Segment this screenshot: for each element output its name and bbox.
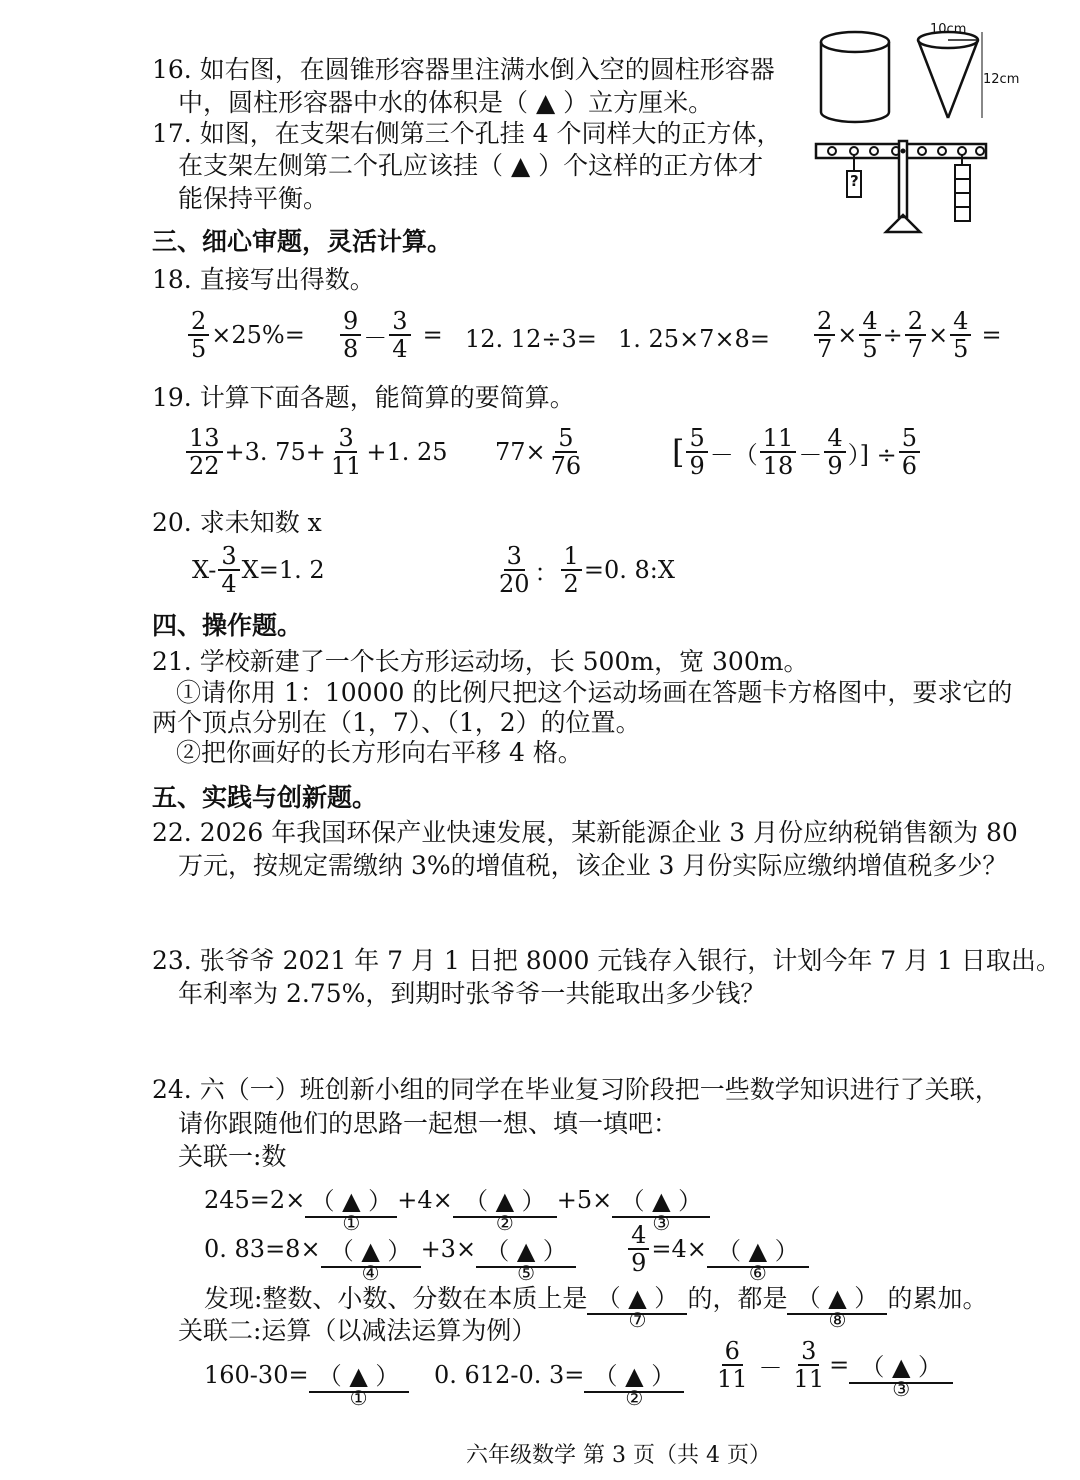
answer-blank-s3[interactable]	[849, 1347, 953, 1401]
q23-line1: 23. 张爷爷 2021 年 7 月 1 日把 8000 元钱存入银行，计划今年 7 月 1 日取出。	[152, 946, 1061, 975]
fraction-denominator: 22	[189, 452, 220, 480]
q19-expr-a	[184, 425, 448, 479]
answer-blank-7[interactable]	[587, 1278, 687, 1332]
question-mark-label: ?	[850, 172, 859, 190]
fraction-numerator: 5	[899, 425, 920, 453]
expr-text: ×25%=	[211, 321, 305, 349]
fraction-numerator: 2	[905, 308, 926, 336]
operator: ÷	[882, 321, 903, 349]
balance-figure	[812, 135, 992, 240]
section-5-heading: 五、实践与创新题。	[152, 783, 378, 812]
circled-number: ②	[625, 1386, 644, 1410]
answer-blank-s1[interactable]	[309, 1356, 409, 1410]
operator: ：	[534, 558, 559, 587]
fraction-numerator: 3	[504, 543, 525, 571]
page-footer: 六年级数学 第 3 页（共 4 页）	[466, 1443, 771, 1468]
operator: －	[758, 1353, 783, 1382]
fraction-denominator: 7	[817, 335, 833, 363]
q22-line2: 万元，按规定需缴纳 3%的增值税，该企业 3 月份实际应缴纳增值税多少？	[178, 851, 1008, 880]
q24-relation-1: 关联一:数	[178, 1142, 287, 1171]
blank-text: （ ▲ ）	[593, 1362, 676, 1390]
expr-text: 0. 612-0. 3=	[434, 1360, 585, 1389]
q20-expr-a	[192, 543, 325, 597]
expr-text: +5×	[556, 1185, 613, 1214]
fraction-numerator: 13	[186, 425, 223, 453]
fraction-numerator: 2	[188, 308, 209, 336]
blank-text: （ ▲ ）	[716, 1236, 799, 1265]
blank-text: （ ▲ ）	[317, 1362, 400, 1390]
q17-line1: 17. 如图，在支架右侧第三个孔挂 4 个同样大的正方体，	[152, 119, 782, 148]
fraction-denominator: 11	[717, 1365, 748, 1393]
blank-text: （ ▲ ）	[463, 1187, 546, 1215]
fraction-denominator: 6	[901, 452, 917, 480]
section-4-heading: 四、操作题。	[152, 611, 303, 640]
fraction-denominator: 5	[191, 335, 207, 363]
fraction-numerator: 5	[686, 425, 707, 453]
circled-number: ⑦	[628, 1308, 647, 1332]
q24-subtraction-row-c	[712, 1337, 953, 1401]
circled-number: ⑥	[748, 1260, 767, 1285]
q16-line2: 中，圆柱形容器中水的体积是（ ▲ ）立方厘米。	[178, 88, 714, 117]
answer-blank-6[interactable]	[707, 1231, 809, 1285]
fraction-denominator: 2	[563, 570, 579, 598]
circled-number: ⑧	[828, 1308, 847, 1332]
q17-line3: 能保持平衡。	[178, 184, 329, 213]
cone-height-label: 12cm	[983, 72, 1020, 87]
answer-blank-4[interactable]	[321, 1231, 421, 1285]
circled-number: ①	[342, 1211, 361, 1235]
fraction-denominator: 5	[862, 335, 878, 363]
q24-number-row-2	[204, 1221, 809, 1285]
q24-line1: 24. 六（一）班创新小组的同学在毕业复习阶段把一些数学知识进行了关联，	[152, 1075, 1000, 1104]
operator: =	[829, 1351, 850, 1379]
circled-number: ①	[349, 1386, 368, 1410]
circled-number: ④	[361, 1260, 380, 1285]
fraction-numerator: 4	[824, 425, 845, 453]
operator: ×	[928, 321, 949, 349]
expr-text: =4×	[651, 1235, 707, 1263]
answer-blank-8[interactable]	[787, 1278, 887, 1332]
answer-blank-s2[interactable]	[584, 1356, 684, 1410]
answer-blank-5[interactable]	[476, 1231, 576, 1285]
q18-title: 18. 直接写出得数。	[152, 265, 375, 294]
section-3-heading: 三、细心审题，灵活计算。	[152, 227, 453, 256]
operator: =	[422, 321, 443, 349]
q18-expr-5	[812, 308, 1002, 362]
fraction-numerator: 1	[561, 543, 582, 571]
fraction-denominator: 4	[221, 570, 237, 598]
expr-text: +4×	[397, 1185, 453, 1214]
circled-number: ③	[892, 1376, 911, 1401]
operator: －（	[709, 440, 758, 469]
q24-number-row-1	[204, 1181, 710, 1235]
fraction-denominator: 4	[392, 335, 408, 363]
fraction-denominator: 11	[330, 452, 362, 480]
expr-text: 160-30=	[204, 1360, 309, 1389]
fraction-denominator: 76	[550, 452, 582, 480]
operator: ）] ÷	[847, 440, 897, 469]
expr-text: 77×	[495, 438, 546, 466]
expr-text: +3. 75+	[224, 438, 326, 466]
expr-text: X=1. 2	[241, 556, 325, 584]
blank-text: （ ▲ ）	[796, 1284, 879, 1312]
fraction-denominator: 8	[343, 335, 359, 363]
q18-expr-4: 1. 25×7×8=	[618, 325, 770, 353]
fraction-numerator: 3	[798, 1338, 819, 1366]
operator: =	[981, 321, 1002, 349]
blank-text: （ ▲ ）	[329, 1236, 412, 1265]
q16-line1: 16. 如右图，在圆锥形容器里注满水倒入空的圆柱形容器	[152, 55, 775, 84]
circled-number: ③	[652, 1211, 671, 1235]
q24-subtraction-row-b	[434, 1356, 684, 1410]
q24-subtraction-row-a	[204, 1356, 409, 1410]
q21-line1: 21. 学校新建了一个长方形运动场，长 500m，宽 300m。	[152, 647, 809, 676]
fraction-denominator: 9	[631, 1249, 647, 1277]
fraction-numerator: 2	[814, 308, 835, 336]
blank-text: （ ▲ ）	[485, 1236, 567, 1265]
q19-title: 19. 计算下面各题，能简算的要简算。	[152, 383, 575, 412]
fraction-numerator: 4	[628, 1222, 649, 1250]
q17-line2: 在支架左侧第二个孔应该挂（ ▲ ）个这样的正方体才	[178, 151, 764, 180]
fraction-numerator: 4	[859, 308, 880, 336]
q23-line2: 年利率为 2.75%，到期时张爷爷一共能取出多少钱？	[178, 979, 766, 1008]
cone-radius-label: 10cm	[930, 22, 967, 37]
fraction-denominator: 11	[793, 1365, 825, 1393]
q18-expr-3: 12. 12÷3=	[465, 325, 597, 353]
blank-text: （ ▲ ）	[860, 1352, 943, 1381]
expr-text: +1. 25	[366, 438, 448, 466]
circled-number: ⑤	[517, 1260, 536, 1285]
fraction-denominator: 5	[953, 335, 969, 363]
expr-text: 的，都是	[687, 1283, 788, 1313]
q18-expr-2	[338, 308, 443, 362]
blank-text: （ ▲ ）	[620, 1187, 703, 1215]
answer-blank-1[interactable]	[305, 1181, 397, 1235]
blank-text: （ ▲ ）	[596, 1284, 679, 1312]
q21-line4: ②把你画好的长方形向右平移 4 格。	[176, 738, 583, 767]
operator: ×	[837, 321, 858, 349]
fraction-numerator: 6	[722, 1338, 743, 1366]
expr-text: =0. 8:X	[583, 556, 675, 584]
q20-title: 20. 求未知数 x	[152, 508, 322, 537]
expr-text: X-	[192, 556, 217, 584]
q24-line2: 请你跟随他们的思路一起想一想、填一填吧：	[178, 1109, 679, 1138]
fraction-numerator: 5	[555, 425, 576, 453]
bracket: [	[672, 433, 685, 471]
fraction-numerator: 9	[340, 308, 361, 336]
fraction-denominator: 9	[689, 452, 705, 480]
fraction-denominator: 20	[499, 570, 530, 598]
fraction-denominator: 7	[907, 335, 924, 363]
answer-blank-3[interactable]	[612, 1181, 710, 1235]
q21-line2: ①请你用 1：10000 的比例尺把这个运动场画在答题卡方格图中，要求它的	[176, 678, 1013, 707]
blank-text: （ ▲ ）	[310, 1187, 393, 1215]
q18-expr-1	[186, 308, 305, 362]
expr-text: 发现:整数、小数、分数在本质上是	[204, 1283, 588, 1313]
fraction-numerator: 3	[389, 308, 410, 336]
expr-text: +3×	[420, 1235, 477, 1263]
q20-expr-b	[494, 543, 675, 597]
cylinder-figure	[815, 28, 895, 128]
q19-expr-b	[495, 425, 586, 479]
fraction-numerator: 3	[335, 425, 356, 453]
operator: －	[363, 323, 388, 352]
fraction-denominator: 9	[827, 452, 843, 480]
q22-line1: 22. 2026 年我国环保产业快速发展，某新能源企业 3 月份应纳税销售额为 80	[152, 818, 1018, 847]
fraction-numerator: 11	[760, 425, 797, 453]
fraction-numerator: 3	[218, 543, 239, 571]
q24-relation-2: 关联二:运算（以减法运算为例）	[178, 1316, 537, 1345]
expr-text: 245=2×	[204, 1185, 306, 1214]
q19-expr-c	[672, 425, 922, 479]
operator: －	[798, 440, 823, 469]
q21-line3: 两个顶点分别在（1，7）、（1，2）的位置。	[152, 708, 641, 737]
fraction-denominator: 18	[762, 452, 794, 480]
expr-text: 的累加。	[887, 1283, 988, 1313]
fraction-numerator: 4	[950, 308, 971, 336]
answer-blank-2[interactable]	[453, 1181, 557, 1235]
circled-number: ②	[495, 1211, 514, 1235]
expr-text: 0. 83=8×	[204, 1235, 321, 1263]
